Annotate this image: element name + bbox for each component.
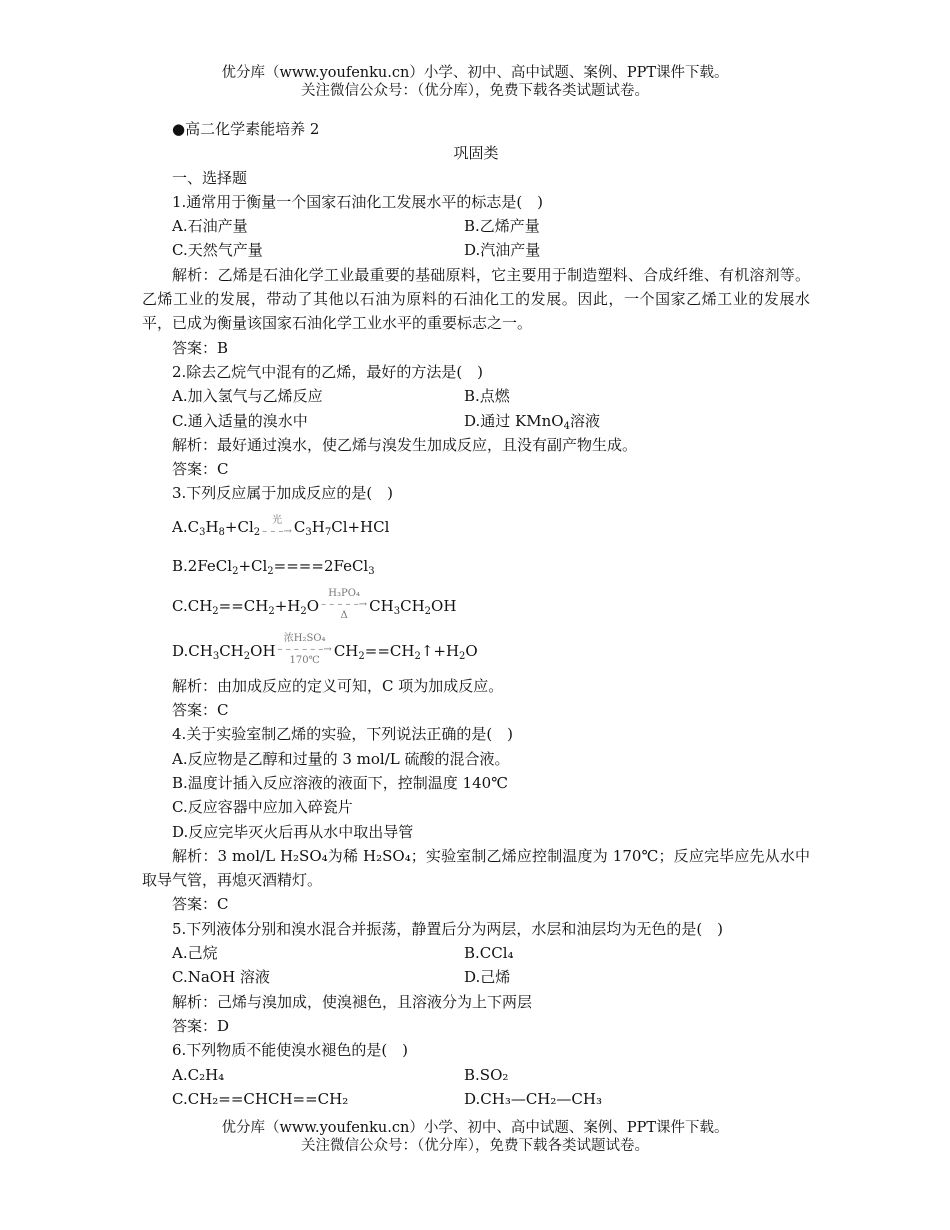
header-line-2: 关注微信公众号：（优分库），免费下载各类试题试卷。: [301, 83, 649, 99]
q4-answer: 答案：C: [172, 895, 229, 914]
q6-options-row-2: [142, 1087, 810, 1111]
q1-option-b: B.乙烯产量: [464, 217, 540, 236]
q2-options-row-2: [142, 409, 810, 433]
q2-option-c: C.通入适量的溴水中: [172, 411, 308, 430]
q5-analysis: 解析：己烯与溴加成，使溴褪色，且溶液分为上下两层: [172, 992, 533, 1011]
q3-a-reaction-arrow: 光 – – –→: [262, 514, 292, 537]
q1-options-row-2: [142, 238, 810, 262]
q6-option-a: A.C₂H₄: [172, 1065, 225, 1084]
q2-analysis: 解析：最好通过溴水，使乙烯与溴发生加成反应，且没有副产物生成。: [172, 435, 638, 454]
q1-option-d: D.汽油产量: [464, 241, 541, 260]
doc-title: ●高二化学素能培养 2: [172, 120, 320, 138]
q6-option-d: D.CH₃—CH₂—CH₃: [464, 1089, 602, 1108]
q3-answer: 答案：C: [172, 701, 229, 720]
doc-category: 巩固类: [453, 144, 499, 163]
q2-answer: 答案：C: [172, 460, 229, 479]
header-line-1: 优分库（www.youfenku.cn）小学、初中、高中试题、案例、PPT课件下载。: [221, 65, 729, 81]
q5-option-c: C.NaOH 溶液: [172, 968, 270, 987]
footer-line-1: 优分库（www.youfenku.cn）小学、初中、高中试题、案例、PPT课件下载。: [221, 1120, 729, 1136]
page-header: [0, 64, 950, 100]
q3-c-reaction-arrow: H₃PO₄ – – – – –→ Δ: [321, 588, 368, 622]
q5-options-row-1: [142, 941, 810, 965]
q3-stem: 3.下列反应属于加成反应的是( ): [172, 484, 394, 503]
document-body: [142, 117, 810, 1111]
q6-stem: 6.下列物质不能使溴水褪色的是( ): [172, 1041, 409, 1060]
q2-option-b: B.点燃: [464, 387, 510, 406]
q4-option-d: D.反应完毕灭火后再从水中取出导管: [172, 822, 414, 841]
q5-answer: 答案：D: [172, 1016, 230, 1035]
q1-options-row-1: [142, 214, 810, 238]
q5-option-a: A.己烷: [172, 944, 218, 963]
q6-option-b: B.SO₂: [464, 1065, 509, 1084]
section-heading: 一、选择题: [172, 168, 248, 187]
q4-stem: 4.关于实验室制乙烯的实验，下列说法正确的是( ): [172, 725, 514, 744]
q5-options-row-2: [142, 965, 810, 989]
q4-analysis: 解析：3 mol/L H₂SO₄为稀 H₂SO₄；实验室制乙烯应控制温度为 170℃；反应完毕应先从水中取导气管，再熄灭酒精灯。: [142, 846, 810, 890]
q4-option-a: A.反应物是乙醇和过量的 3 mol/L 硫酸的混合液。: [172, 749, 510, 768]
q2-stem: 2.除去乙烷气中混有的乙烯，最好的方法是( ): [172, 362, 484, 381]
q4-option-c: C.反应容器中应加入碎瓷片: [172, 798, 353, 817]
q3-option-b: $B.2FeCl_2+Cl_2====2FeCl_3$: [172, 556, 375, 577]
q3-option-a: $A.C_3H_8+Cl_2$ 光 – – –→ $C_3H_7Cl+HCl$: [172, 514, 390, 538]
q3-analysis: 解析：由加成反应的定义可知，C 项为加成反应。: [172, 676, 504, 695]
q5-option-b: B.CCl₄: [464, 944, 514, 963]
q1-answer: 答案：B: [172, 338, 229, 357]
q3-option-c: $C.CH_2==CH_2+H_2O$ H₃PO₄ – – – – –→ Δ $CH_3CH_2OH$: [172, 588, 457, 622]
q1-option-a: A.石油产量: [172, 217, 248, 236]
q1-option-c: C.天然气产量: [172, 241, 263, 260]
q3-option-d: $D.CH_3CH_2OH$ 浓H₂SO₄ – – – – – –→ 170℃ $CH_2==CH_2↑+H_2O$: [172, 633, 478, 667]
q5-option-d: D.己烯: [464, 968, 511, 987]
page-footer: [0, 1119, 950, 1155]
q2-option-d: D.通过 KMnO$_4$溶液: [464, 411, 600, 432]
footer-line-2: 关注微信公众号：（优分库），免费下载各类试题试卷。: [301, 1138, 649, 1154]
q1-stem: 1.通常用于衡量一个国家石油化工发展水平的标志是( ): [172, 192, 544, 211]
q4-option-b: B.温度计插入反应溶液的液面下，控制温度 140℃: [172, 773, 508, 792]
q3-d-reaction-arrow: 浓H₂SO₄ – – – – – –→ 170℃: [277, 633, 332, 667]
q6-options-row-1: [142, 1063, 810, 1087]
q5-stem: 5.下列液体分别和溴水混合并振荡，静置后分为两层，水层和油层均为无色的是( ): [172, 919, 724, 938]
q1-analysis: 解析：乙烯是石油化学工业最重要的基础原料，它主要用于制造塑料、合成纤维、有机溶剂等。乙烯工业的发展，带动了其他以石油为原料的石油化工的发展。因此，一个国家乙烯工业的发展水平，已成为衡量该国家石油化学工业水平的重要标志之一。: [142, 265, 810, 333]
q2-options-row-1: [142, 384, 810, 408]
q6-option-c: C.CH₂==CHCH==CH₂: [172, 1089, 349, 1108]
q2-option-a: A.加入氢气与乙烯反应: [172, 387, 323, 406]
